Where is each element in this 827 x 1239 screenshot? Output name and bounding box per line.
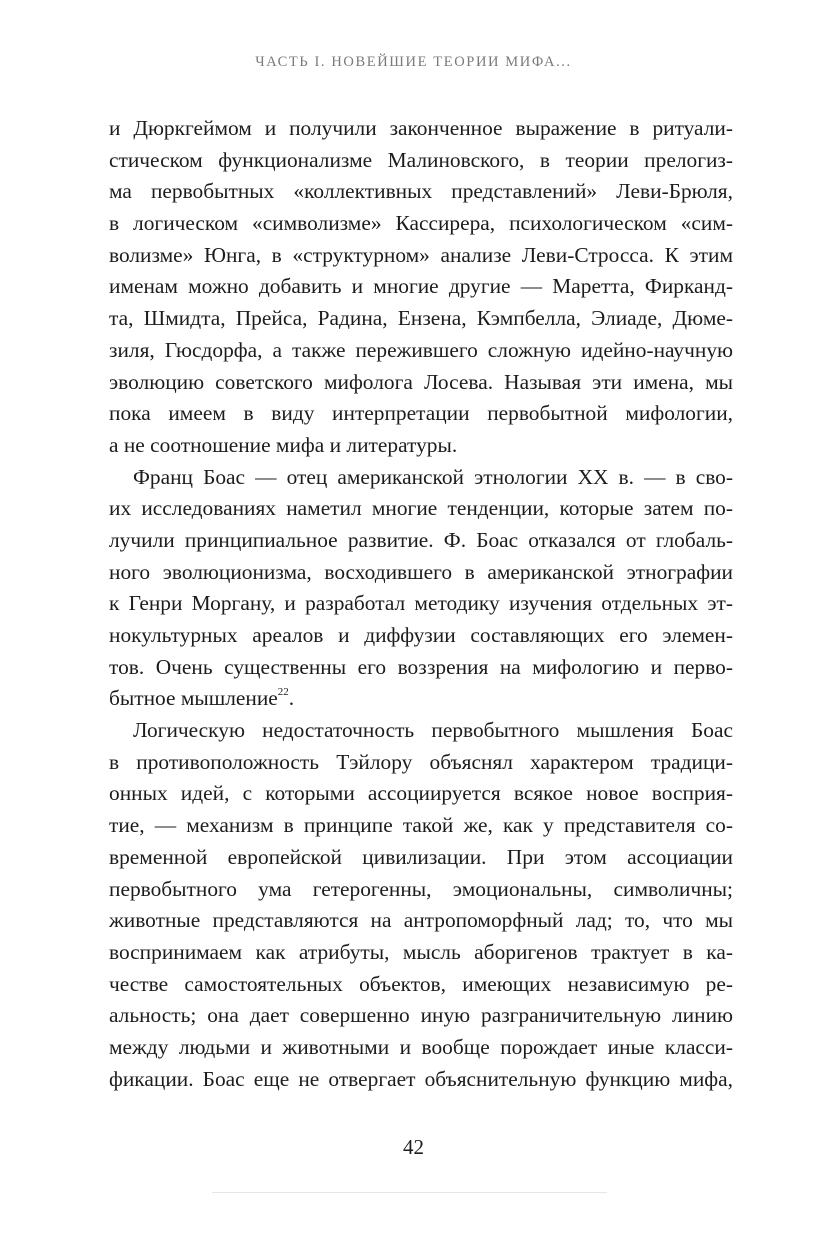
text-line: стическом функционализме Малиновского, в теории прелогиз- xyxy=(109,147,733,172)
text-line: лучили принципиальное развитие. Ф. Боас отказался от глобаль- xyxy=(109,527,733,552)
text-line: та, Шмидта, Прейса, Радина, Ензена, Кэмпбелла, Элиаде, Дюме- xyxy=(109,306,733,331)
text-line: в логическом «символизме» Кассирера, психологическом «сим- xyxy=(109,211,733,236)
text-line: онных идей, с которыми ассоциируется всякое новое восприя- xyxy=(109,781,733,806)
text-line: честве самостоятельных объектов, имеющих независимую ре- xyxy=(109,971,733,996)
text-line: Франц Боас — отец американской этнологии XX в. — в сво- xyxy=(133,464,733,489)
text-segment: бытное мышление xyxy=(109,686,278,711)
text-line: воспринимаем как атрибуты, мысль аборигенов трактует в ка- xyxy=(109,939,733,964)
text-line: и Дюркгеймом и получили законченное выражение в ритуали- xyxy=(109,116,733,140)
text-line: альность; она дает совершенно иную разграничительную линию xyxy=(109,1003,733,1028)
text-line: зиля, Гюсдорфа, а также пережившего сложную идейно-научную xyxy=(109,337,733,362)
footnote-ref[interactable]: 22 xyxy=(277,686,289,699)
text-line: ного эволюционизма, восходившего в американской этнографии xyxy=(109,559,733,584)
text-line: их исследованиях наметил многие тенденции, которые затем по- xyxy=(109,496,733,521)
page-number: 42 xyxy=(403,1135,424,1159)
text-line: временной европейской цивилизации. При этом ассоциации xyxy=(109,844,733,869)
text-line: эволюцию советского мифолога Лосева. Называя эти имена, мы xyxy=(109,369,733,394)
text-line: тие, — механизм в принципе такой же, как у представителя со- xyxy=(109,813,733,838)
text-line: ма первобытных «коллективных представлений» Леви-Брюля, xyxy=(109,179,733,204)
text-line: тов. Очень существенны его воззрения на мифологию и перво- xyxy=(109,654,733,679)
text-line: между людьми и животными и вообще порождает иные класси- xyxy=(109,1034,733,1059)
running-header: ЧАСТЬ I. НОВЕЙШИЕ ТЕОРИИ МИФА... xyxy=(255,54,572,70)
text-line: животные представляются на антропоморфный лад; то, что мы xyxy=(109,908,733,933)
text-line: Логическую недостаточность первобытного мышления Боас xyxy=(133,718,733,743)
text-line: фикации. Боас еще не отвергает объяснительную функцию мифа, xyxy=(109,1066,733,1091)
text-line: первобытного ума гетерогенны, эмоциональны, символичны; xyxy=(109,876,733,901)
text-line: волизме» Юнга, в «структурном» анализе Леви-Стросса. К этим xyxy=(109,242,733,267)
footer-divider xyxy=(212,1192,607,1193)
text-line: к Генри Моргану, и разработал методику изучения отдельных эт- xyxy=(109,591,733,616)
text-line: в противоположность Тэйлору объяснял характером традици- xyxy=(109,749,733,774)
text-segment: . xyxy=(288,686,295,711)
text-line: нокультурных ареалов и диффузии составляющих его элемен- xyxy=(109,623,733,647)
body-text xyxy=(109,113,733,1095)
text-line: пока имеем в виду интерпретации первобытной мифологии, xyxy=(109,401,733,426)
text-line-with-footnote xyxy=(109,683,733,715)
text-line: а не соотношение мифа и литературы. xyxy=(109,432,458,457)
text-line: именам можно добавить и многие другие — Маретта, Фирканд- xyxy=(109,274,733,299)
